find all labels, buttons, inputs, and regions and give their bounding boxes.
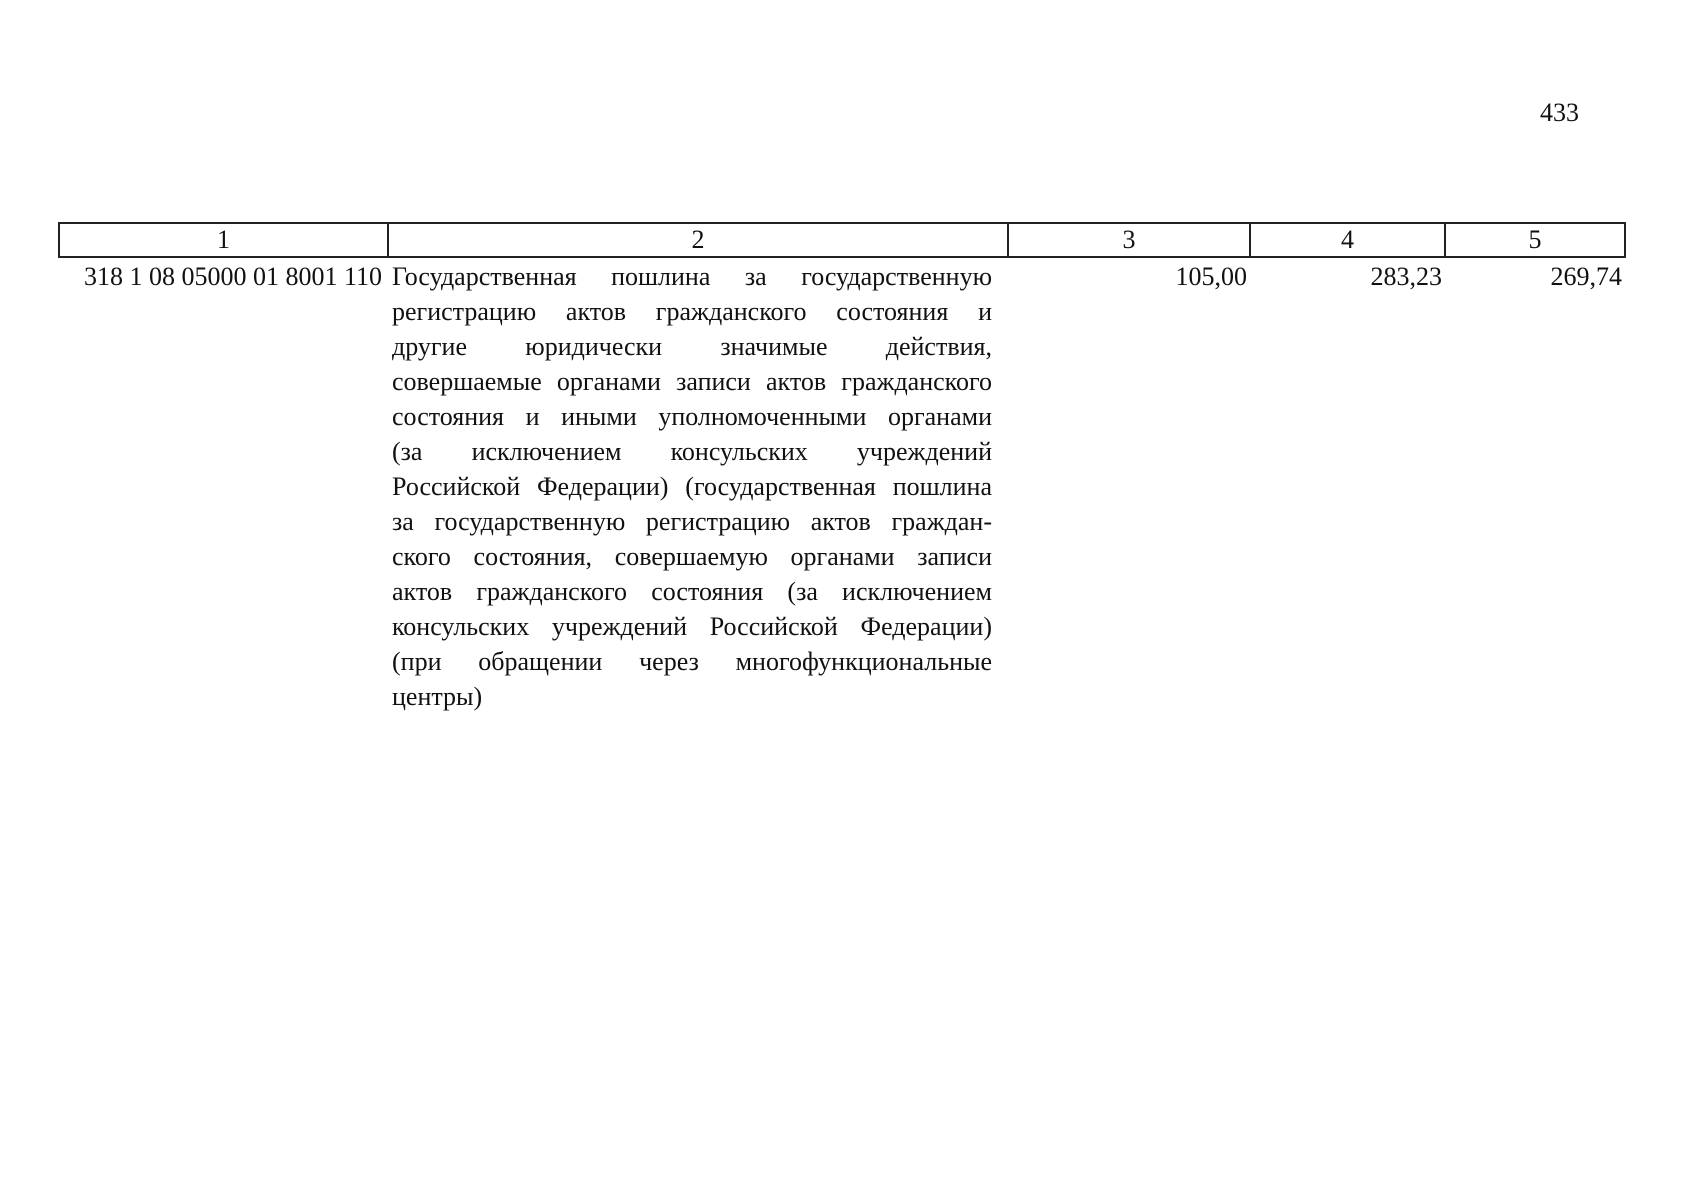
revenue-table <box>58 222 1626 714</box>
description-line: актов гражданского состояния (за исключением <box>392 577 992 606</box>
description-line: (за исключением консульских учреждений <box>392 437 992 466</box>
description-line: Государственная пошлина за государственную <box>392 262 992 291</box>
description-line: состояния и иными уполномоченными органами <box>392 402 992 431</box>
description-line: (при обращении через многофункциональные <box>392 647 992 676</box>
column-header-3: 3 <box>1008 223 1250 257</box>
description-line: ского состояния, совершаемую органами записи <box>392 542 992 571</box>
column-header-4: 4 <box>1250 223 1445 257</box>
amount-column-4: 283,23 <box>1370 262 1442 291</box>
amount-column-3: 105,00 <box>1175 262 1247 291</box>
description-line: другие юридически значимые действия, <box>392 332 992 361</box>
description-line: регистрацию актов гражданского состояния и <box>392 297 992 326</box>
description-line: консульских учреждений Российской Федерации) <box>392 612 992 641</box>
column-header-5: 5 <box>1445 223 1625 257</box>
column-header-1: 1 <box>59 223 388 257</box>
description-line: за государственную регистрацию актов граждан- <box>392 507 992 536</box>
table-header-row <box>59 223 1625 257</box>
column-header-2: 2 <box>388 223 1008 257</box>
page-number: 433 <box>1540 98 1579 127</box>
budget-classification-code: 318 1 08 05000 01 8001 110 <box>83 262 382 291</box>
amount-column-5: 269,74 <box>1550 262 1622 291</box>
revenue-description <box>388 257 1008 714</box>
description-line: центры) <box>392 682 483 711</box>
description-line: совершаемые органами записи актов гражданского <box>392 367 992 396</box>
table-row <box>59 257 1625 714</box>
description-line: Российской Федерации) (государственная пошлина <box>392 472 992 501</box>
